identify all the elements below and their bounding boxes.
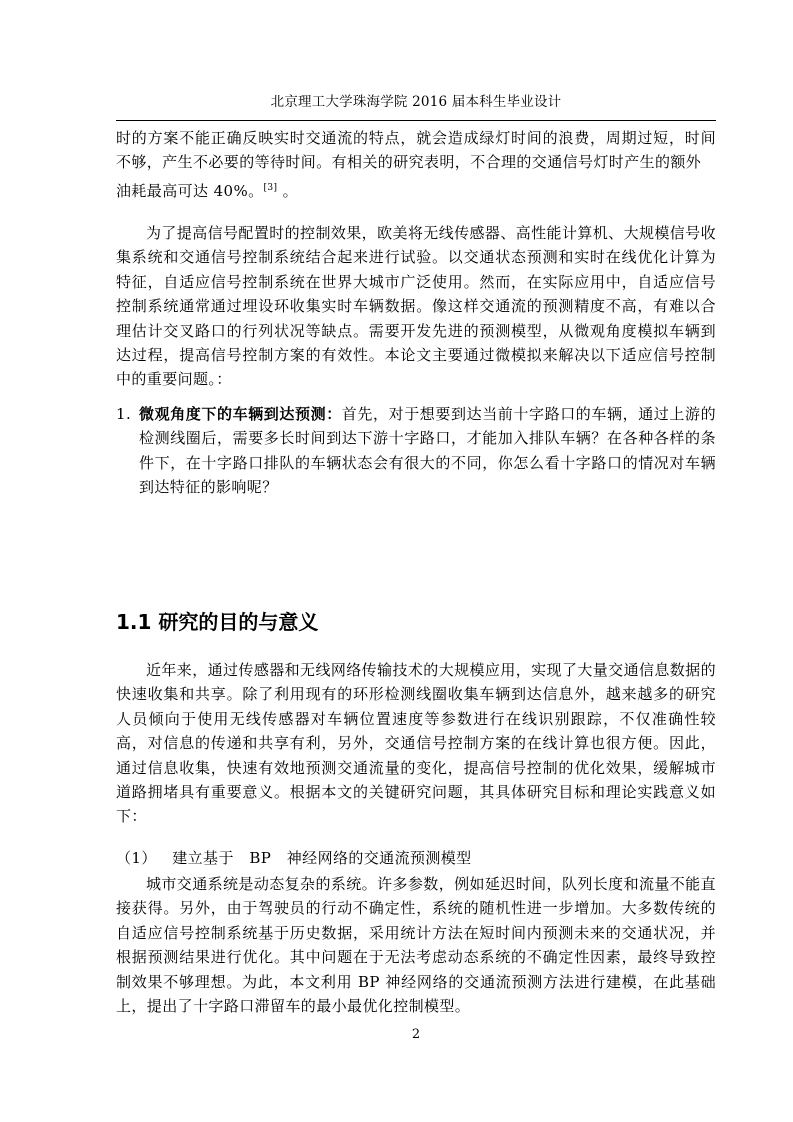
list-item-body bbox=[139, 402, 716, 500]
paragraph-continued bbox=[116, 126, 716, 203]
list-item-lead: 微观角度下的车辆到达预测： bbox=[139, 405, 342, 423]
paragraph-signal-control: 为了提高信号配置时的控制效果，欧美将无线传感器、高性能计算机、大规模信号收集系统和交通信号控制系统结合起来进行试验。以交通状态预测和实时在线优化计算为特征，自适应信号控制系统在世界大城市广泛使用。然而，在实际应用中，自适应信号控制系统通常通过埋设环收集实时车辆数据。像这样交通流的预测精度不高，有难以合理估计交叉路口的行列状况等缺点。需要开发先进的预测模型，从微观角度模拟车辆到达过程，提高信号控制方案的有效性。本论文主要通过微模拟来解决以下适应信号控制中的重要问题。： bbox=[116, 224, 716, 389]
running-header: 北京理工大学珠海学院 2016 届本科生毕业设计 bbox=[270, 94, 562, 110]
section-heading: 1.1 研究的目的与意义 bbox=[116, 610, 319, 634]
list-item-text: 首先，对于想要到达当前十字路口的车辆，通过上游的检测线圈后，需要多长时间到达下游十字路口，才能加入排队车辆？在各种各样的条件下，在十字路口排队的车辆状态会有很大的不同，你怎么看十字路口的情况对车辆到达特征的影响呢？ bbox=[139, 405, 716, 497]
subsection-heading: （1） 建立基于 BP 神经网络的交通流预测模型 bbox=[116, 849, 472, 867]
page-number: 2 bbox=[411, 1027, 421, 1042]
header-divider bbox=[116, 120, 716, 121]
paragraph-text: 时的方案不能正确反映实时交通流的特点，就会造成绿灯时间的浪费，周期过短，时间不够，产生不必要的等待时间。有相关的研究表明，不合理的交通信号灯时产生的额外 bbox=[116, 129, 716, 171]
paragraph-text: 。 bbox=[277, 182, 299, 200]
list-number: 1. bbox=[116, 405, 132, 423]
list-item bbox=[116, 402, 716, 500]
paragraph-last-line bbox=[116, 179, 716, 203]
paragraph-text: 油耗最高可达 40%。 bbox=[116, 182, 264, 200]
paragraph-urban-traffic: 城市交通系统是动态复杂的系统。许多参数，例如延迟时间，队列长度和流量不能直接获得。另外，由于驾驶员的行动不确定性，系统的随机性进一步增加。大多数传统的自适应信号控制系统基于历史数据，采用统计方法在短时间内预测未来的交通状况，并根据预测结果进行优化。其中问题在于无法考虑动态系统的不确定性因素，最终导致控制效果不够理想。为此，本文利用 BP 神经网络的交通流预测方法进行建模，在此基础上，提出了十字路口滞留车的最小最优化控制模型。 bbox=[116, 875, 716, 1016]
paragraph-research-purpose: 近年来，通过传感器和无线网络传输技术的大规模应用，实现了大量交通信息数据的快速收集和共享。除了利用现有的环形检测线圈收集车辆到达信息外，越来越多的研究人员倾向于使用无线传感器对车辆位置速度等参数进行在线识别跟踪，不仅准确性较高，对信息的传递和共享有利，另外，交通信号控制方案的在线计算也很方便。因此，通过信息收集，快速有效地预测交通流量的变化，提高信号控制的优化效果，缓解城市道路拥堵具有重要意义。根据本文的关键研究问题，其具体研究目标和理论实践意义如下： bbox=[116, 661, 716, 826]
citation-marker: [3] bbox=[263, 183, 278, 193]
